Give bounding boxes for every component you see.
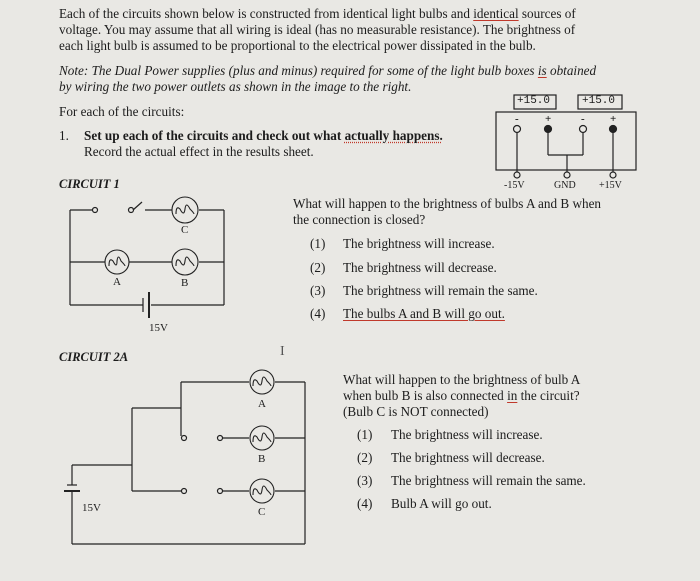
circuit1-option-4-num: (4) — [310, 306, 326, 321]
for-each-label: For each of the circuits: — [59, 104, 185, 119]
light-bulb-icon — [172, 197, 198, 223]
terminal-plus-left: + — [545, 113, 552, 125]
circuit1-option-4: The bulbs A and B will go out. — [343, 306, 505, 321]
light-bulb-icon — [172, 249, 198, 275]
circuit2-question-line-3: (Bulb C is NOT connected) — [343, 404, 489, 419]
circuit2-option-1: The brightness will increase. — [391, 427, 543, 442]
display-right: +15.0 — [582, 95, 616, 107]
circuit2-option-1-num: (1) — [357, 427, 373, 442]
note-line-1: Note: The Dual Power supplies (plus and minus) required for some of the light bulb boxes is obtained — [59, 63, 597, 78]
circuit2-question-line-1: What will happen to the brightness of bulb A — [343, 372, 581, 387]
circuit1-option-1: The brightness will increase. — [343, 236, 495, 251]
circuit2-option-3: The brightness will remain the same. — [391, 473, 586, 488]
circuit1-bulb-a-label: A — [113, 276, 121, 288]
circuit2-option-4: Bulb A will go out. — [391, 496, 492, 511]
label-minus-15v: -15V — [504, 180, 525, 191]
circuit1-question-line-2: the connection is closed? — [293, 212, 426, 227]
circuit1-option-2-num: (2) — [310, 260, 326, 275]
circuit1-title: CIRCUIT 1 — [59, 177, 120, 191]
intro-line-3: each light bulb is assumed to be proportional to the electrical power dissipated in the bulb. — [59, 38, 536, 53]
circuit2-bulb-b-label: B — [258, 453, 266, 465]
circuit1-voltage: 15V — [149, 322, 168, 334]
light-bulb-icon — [250, 479, 274, 503]
light-bulb-icon — [250, 370, 274, 394]
circuit2-voltage: 15V — [82, 502, 101, 514]
step-line-2: Record the actual effect in the results sheet. — [84, 144, 314, 159]
circuit2-question-line-2: when bulb B is also connected in the circuit? — [343, 388, 580, 403]
circuit2-option-2-num: (2) — [357, 450, 373, 465]
switch-icon — [133, 202, 142, 210]
circuit1-option-2: The brightness will decrease. — [343, 260, 497, 275]
circuit2-option-2: The brightness will decrease. — [391, 450, 545, 465]
terminal-plus-right: + — [610, 113, 617, 125]
light-bulb-icon — [250, 426, 274, 450]
circuit2-bulb-c-label: C — [258, 506, 266, 518]
circuit1-option-3: The brightness will remain the same. — [343, 283, 538, 298]
circuit1-question-line-1: What will happen to the brightness of bulbs A and B when — [293, 196, 602, 211]
terminal-minus-right: - — [581, 113, 585, 125]
step-line-1: Set up each of the circuits and check out what actually happens. — [84, 128, 443, 143]
terminal-minus-left: - — [515, 113, 519, 125]
label-plus-15v: +15V — [599, 180, 622, 191]
circuit2-bulb-a-label: A — [258, 398, 266, 410]
circuit1-bulb-b-label: B — [181, 277, 189, 289]
light-bulb-icon — [105, 250, 129, 274]
display-left: +15.0 — [517, 95, 551, 107]
circuit2-title: CIRCUIT 2A — [59, 350, 129, 364]
circuit1-bulb-c-label: C — [181, 224, 189, 236]
circuit2-option-3-num: (3) — [357, 473, 373, 488]
step-number: 1. — [59, 128, 69, 143]
label-gnd: GND — [554, 180, 576, 191]
note-line-2: by wiring the two power outlets as shown in the image to the right. — [59, 79, 412, 94]
text-cursor-icon: I — [280, 344, 285, 359]
circuit2-option-4-num: (4) — [357, 496, 373, 511]
circuit1-option-1-num: (1) — [310, 236, 326, 251]
intro-line-1: Each of the circuits shown below is constructed from identical light bulbs and identical sources of — [59, 6, 576, 21]
intro-line-2: voltage. You may assume that all wiring is ideal (has no measurable resistance). The brightness of — [59, 22, 576, 37]
circuit1-option-3-num: (3) — [310, 283, 326, 298]
